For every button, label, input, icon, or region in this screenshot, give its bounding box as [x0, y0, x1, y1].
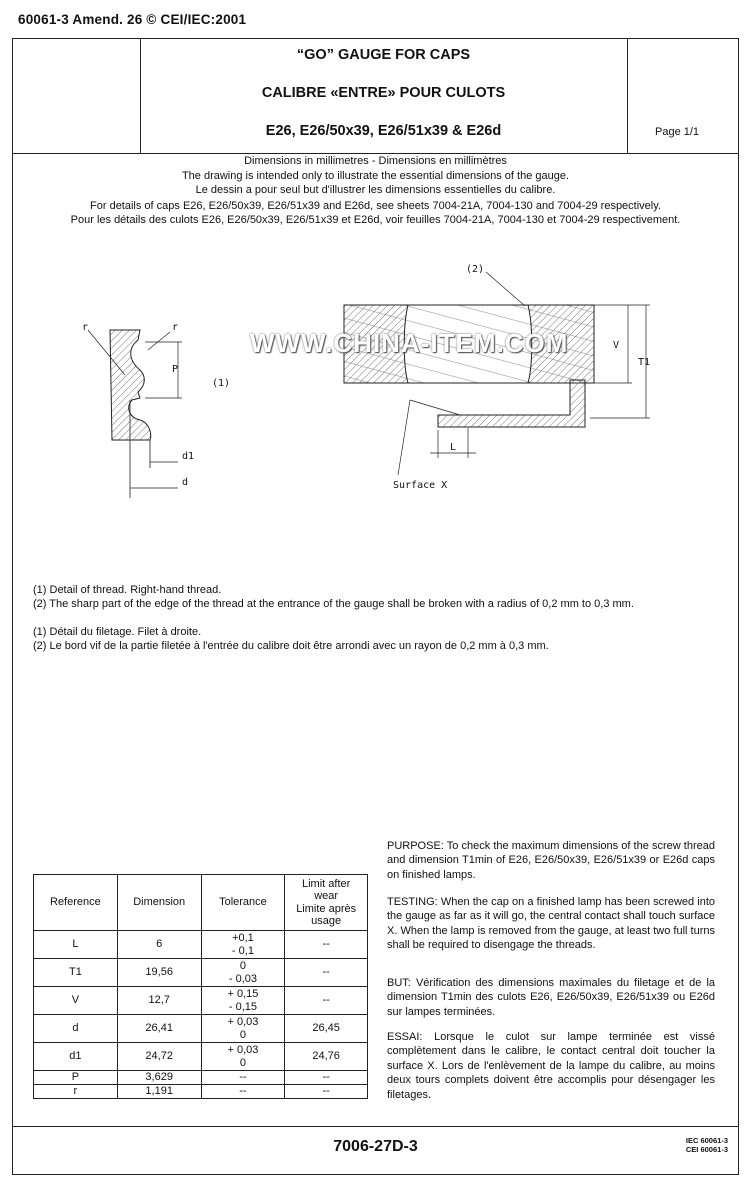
intro-drawing-en: The drawing is intended only to illustrate the essential dimensions of the gauge. — [181, 170, 570, 182]
table-row: d1 24,72 + 0,03 0 24,76 — [34, 1043, 368, 1071]
dimensions-table — [33, 874, 368, 1099]
label-L: L — [450, 442, 457, 453]
label-detail-2: (2) — [466, 264, 485, 275]
header-dimension: Dimension — [117, 875, 201, 931]
thread-detail — [82, 322, 194, 498]
page-number: Page 1/1 — [655, 126, 700, 138]
table-row: T1 19,56 0 - 0,03 -- — [34, 959, 368, 987]
label-r-right: r — [172, 322, 179, 333]
table-row: d 26,41 + 0,03 0 26,45 — [34, 1015, 368, 1043]
intro-dimensions: Dimensions in millimetres - Dimensions en millimètres — [244, 155, 507, 167]
watermark: WWW.CHINA-ITEM.COM — [250, 328, 569, 358]
label-r-left: r — [82, 322, 89, 333]
header-limit-after-wear: Limit after wear Limite après usage — [285, 875, 368, 931]
table-row: r 1,191 -- -- — [34, 1085, 368, 1099]
footer-divider — [13, 1126, 738, 1127]
publication-reference: 60061-3 Amend. 26 © CEI/IEC:2001 — [18, 12, 247, 27]
title-caps: E26, E26/50x39, E26/51x39 & E26d — [265, 123, 502, 139]
title-fr: CALIBRE «ENTRE» POUR CULOTS — [261, 85, 506, 101]
intro-details-fr: Pour les détails des culots E26, E26/50x39, E26/51x39 et E26d, voir feuilles 7004-21A, 7004-130 et 7004-29 respectivement. — [70, 214, 681, 226]
note-fr-2: (2) Le bord vif de la partie filetée à l'entrée du calibre doit être arrondi avec un rayon de 0,2 mm à 0,3 mm. — [33, 640, 549, 652]
header-right-divider — [627, 39, 628, 153]
label-detail-1: (1) — [212, 378, 231, 389]
note-fr-1: (1) Détail du filetage. Filet à droite. — [33, 626, 202, 638]
label-P: P — [172, 364, 179, 375]
essai-text: ESSAI: Lorsque le culot sur lampe terminée est vissé complètement dans le calibre, le contact central doit toucher la surface X. Lors de l'enlèvement de la lampe du calibre, au moins deux tours complets doivent être accomplis pour désengager les filetages. — [387, 1031, 715, 1101]
label-surface-x: Surface X — [393, 480, 448, 491]
label-V: V — [613, 340, 620, 351]
intro-drawing-fr: Le dessin a pour seul but d'illustrer les dimensions essentielles du calibre. — [195, 184, 556, 196]
table-row: V 12,7 + 0,15 - 0,15 -- — [34, 987, 368, 1015]
label-d1: d1 — [182, 451, 195, 462]
sheet-number: 7006-27D-3 — [333, 1138, 418, 1155]
note-en-1: (1) Detail of thread. Right-hand thread. — [33, 584, 222, 596]
title-en: “GO” GAUGE FOR CAPS — [296, 47, 471, 63]
label-T1: T1 — [638, 357, 651, 368]
table-row: L 6 +0,1 - 0,1 -- — [34, 931, 368, 959]
table-row: P 3,629 -- -- — [34, 1071, 368, 1085]
purpose-text: PURPOSE: To check the maximum dimensions of the screw thread and dimension T1min of E26, E26/50x39, E26/51x39 or E26d caps on finished lamps. — [387, 840, 715, 881]
iec-reference: IEC 60061-3 CEI 60061-3 — [685, 1136, 728, 1154]
intro-details-en: For details of caps E26, E26/50x39, E26/51x39 and E26d, see sheets 7004-21A, 7004-130 and 7004-29 respectively. — [90, 200, 661, 212]
testing-text: TESTING: When the cap on a finished lamp has been screwed into the gauge as far as it will go, the central contact shall touch surface X. When the lamp is removed from the gauge, at least two full turns shall be required to disengage the threads. — [387, 896, 715, 952]
gauge-drawing — [0, 240, 750, 500]
header-reference: Reference — [34, 875, 118, 931]
but-text: BUT: Vérification des dimensions maximales du filetage et de la dimension T1min des culots E26, E26/50x39, E26/51x39 ou E26d sur lampes terminées. — [387, 977, 715, 1018]
header-tolerance: Tolerance — [201, 875, 285, 931]
note-en-2: (2) The sharp part of the edge of the thread at the entrance of the gauge shall be broken with a radius of 0,2 mm to 0,3 mm. — [33, 598, 634, 610]
table-header-row — [34, 875, 368, 931]
label-d: d — [182, 477, 189, 488]
gauge-section — [344, 264, 650, 491]
